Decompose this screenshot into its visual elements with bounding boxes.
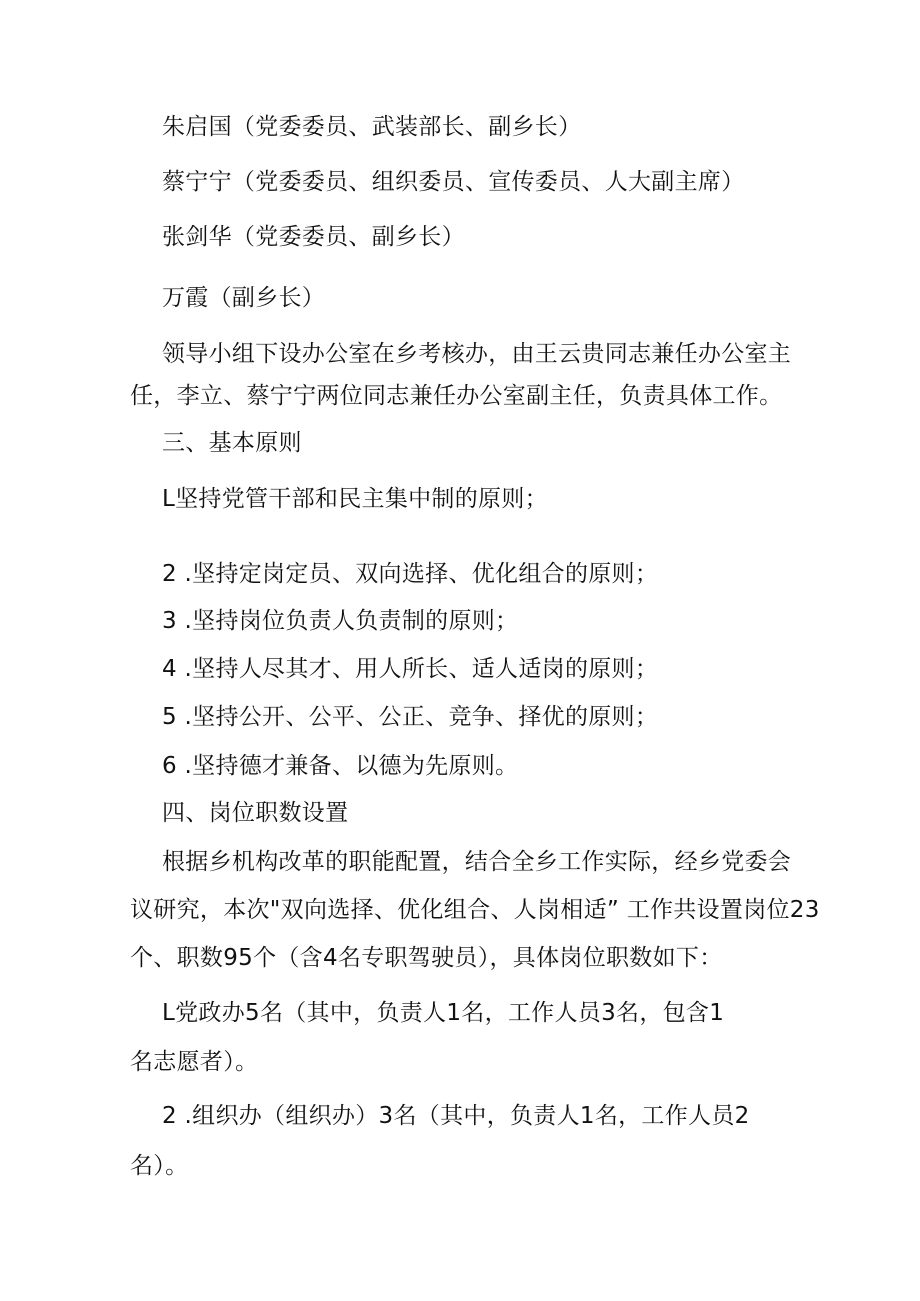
- post-item-line: 名志愿者）。: [130, 1049, 259, 1075]
- member-line: 朱启国（党委委员、武装部长、副乡长）: [162, 114, 582, 140]
- section4-intro-line: 根据乡机构改革的职能配置，结合全乡工作实际，经乡党委会: [162, 849, 792, 875]
- section4-intro-line: 议研究，本次"双向选择、优化组合、人岗相适” 工作共设置岗位23: [130, 897, 820, 923]
- post-item-line: 名）。: [130, 1153, 189, 1179]
- member-line: 万霞（副乡长）: [162, 285, 326, 311]
- member-line: 张剑华（党委委员、副乡长）: [162, 224, 465, 250]
- principle-item: 5 .坚持公开、公平、公正、竞争、择优的原则；: [162, 704, 659, 730]
- office-note-line: 任，李立、蔡宁宁两位同志兼任办公室副主任，负责具体工作。: [130, 383, 783, 409]
- principle-item: 3 .坚持岗位负责人负责制的原则；: [162, 608, 519, 634]
- principle-item: 4 .坚持人尽其才、用人所长、适人适岗的原则；: [162, 656, 659, 682]
- section4-intro-line: 个、职数95个（含4名专职驾驶员），具体岗位职数如下：: [130, 945, 723, 971]
- office-note-line: 领导小组下设办公室在乡考核办，由王云贵同志兼任办公室主: [162, 341, 792, 367]
- section-heading: 四、岗位职数设置: [162, 800, 349, 826]
- post-item-line: L党政办5名（其中，负责人1名，工作人员3名，包含1: [162, 1000, 725, 1026]
- section-heading: 三、基本原则: [162, 430, 302, 456]
- member-line: 蔡宁宁（党委委员、组织委员、宣传委员、人大副主席）: [162, 169, 745, 195]
- principle-item: L坚持党管干部和民主集中制的原则；: [162, 486, 548, 512]
- principle-item: 6 .坚持德才兼备、以德为先原则。: [162, 753, 519, 779]
- post-item-line: 2 .组织办（组织办）3名（其中，负责人1名，工作人员2: [162, 1103, 750, 1129]
- principle-item: 2 .坚持定岗定员、双向选择、优化组合的原则；: [162, 561, 659, 587]
